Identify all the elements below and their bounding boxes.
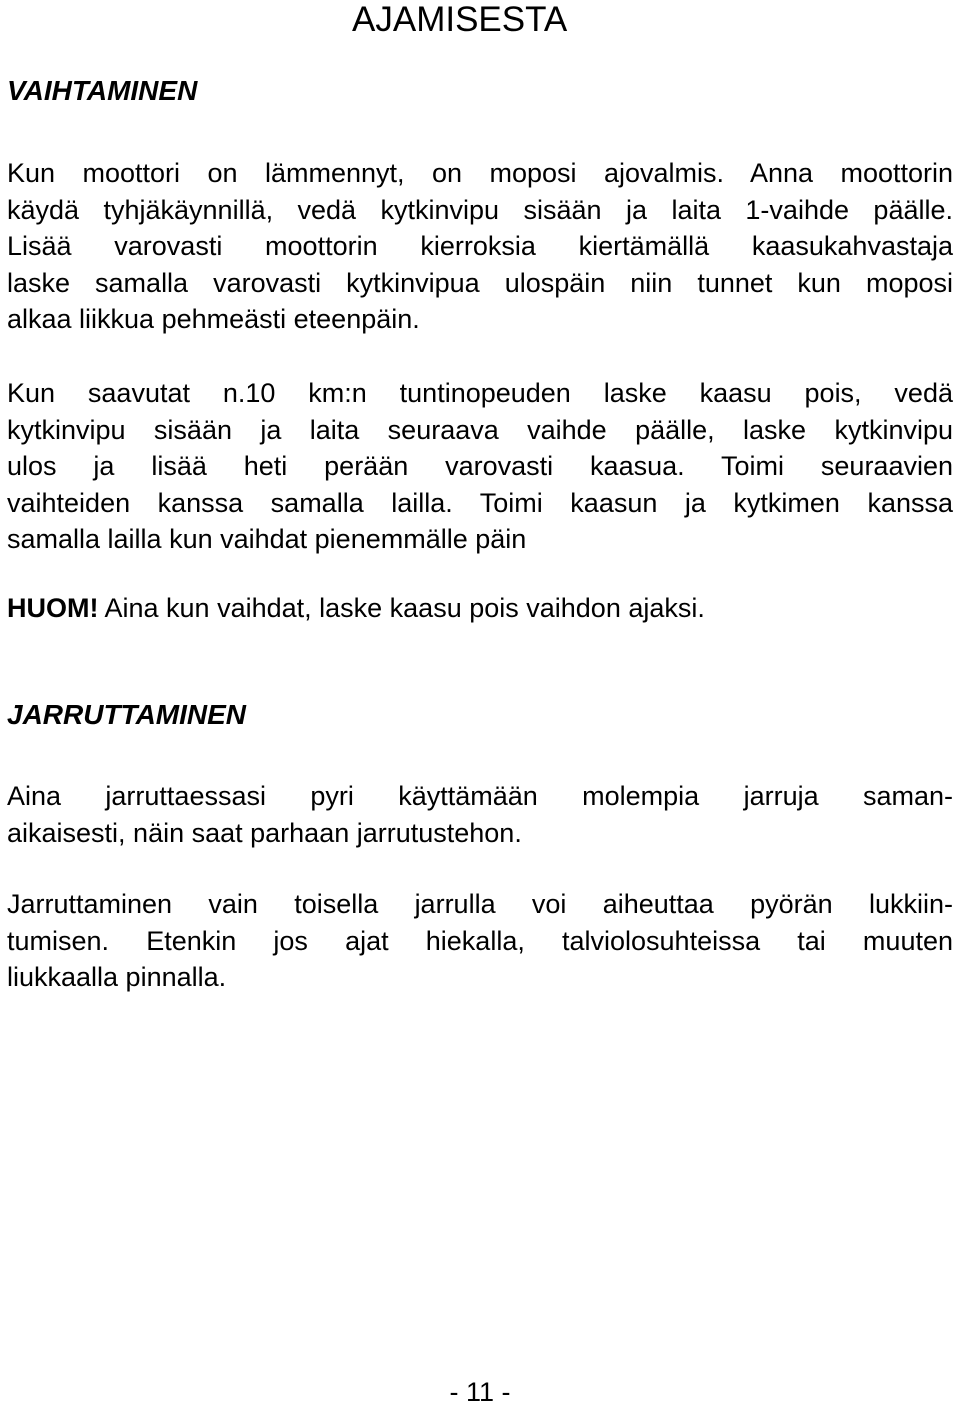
note-label: HUOM! <box>7 593 99 623</box>
text-line: Kun saavutat n.10 km:n tuntinopeuden laske kaasu pois, vedä <box>7 378 953 408</box>
text-line: samalla lailla kun vaihdat pienemmälle päin <box>7 524 527 554</box>
braking-paragraph-2 <box>7 886 953 996</box>
braking-paragraph-1 <box>7 778 953 851</box>
text-line: Jarruttaminen vain toisella jarrulla voi aiheuttaa pyörän lukkiin- <box>7 889 953 919</box>
text-line: tumisen. Etenkin jos ajat hiekalla, talviolosuhteissa tai muuten <box>7 925 953 956</box>
text-line: kytkinvipu sisään ja laita seuraava vaihde päälle, laske kytkinvipu <box>7 414 953 445</box>
text-line: alkaa liikkua pehmeästi eteenpäin. <box>7 304 420 334</box>
text-line: laske samalla varovasti kytkinvipua ulospäin niin tunnet kun moposi <box>7 267 953 298</box>
section-heading-shifting: VAIHTAMINEN <box>7 75 198 106</box>
text-line: Lisää varovasti moottorin kierroksia kiertämällä kaasukahvastaja <box>7 231 953 261</box>
text-line: aikaisesti, näin saat parhaan jarrutustehon. <box>7 817 522 848</box>
text-line: ulos ja lisää heti perään varovasti kaasua. Toimi seuraavien <box>7 451 953 481</box>
text-line: käydä tyhjäkäynnillä, vedä kytkinvipu sisään ja laita 1-vaihde päälle. <box>7 194 953 225</box>
text-line: Kun moottori on lämmennyt, on moposi ajovalmis. Anna moottorin <box>7 158 953 188</box>
section-heading-braking: JARRUTTAMINEN <box>7 699 247 730</box>
text-line: vaihteiden kanssa samalla lailla. Toimi kaasun ja kytkimen kanssa <box>7 487 953 518</box>
shifting-paragraph-1 <box>7 155 953 338</box>
page-title: AJAMISESTA <box>352 0 568 39</box>
text-line: liukkaalla pinnalla. <box>7 962 227 992</box>
text-line: Aina jarruttaessasi pyri käyttämään molempia jarruja saman- <box>7 781 953 811</box>
page-number: - 11 - <box>449 1377 511 1407</box>
shifting-note <box>7 590 953 627</box>
shifting-paragraph-2 <box>7 375 953 558</box>
text-line <box>7 590 953 627</box>
note-text: Aina kun vaihdat, laske kaasu pois vaihdon ajaksi. <box>98 593 705 623</box>
